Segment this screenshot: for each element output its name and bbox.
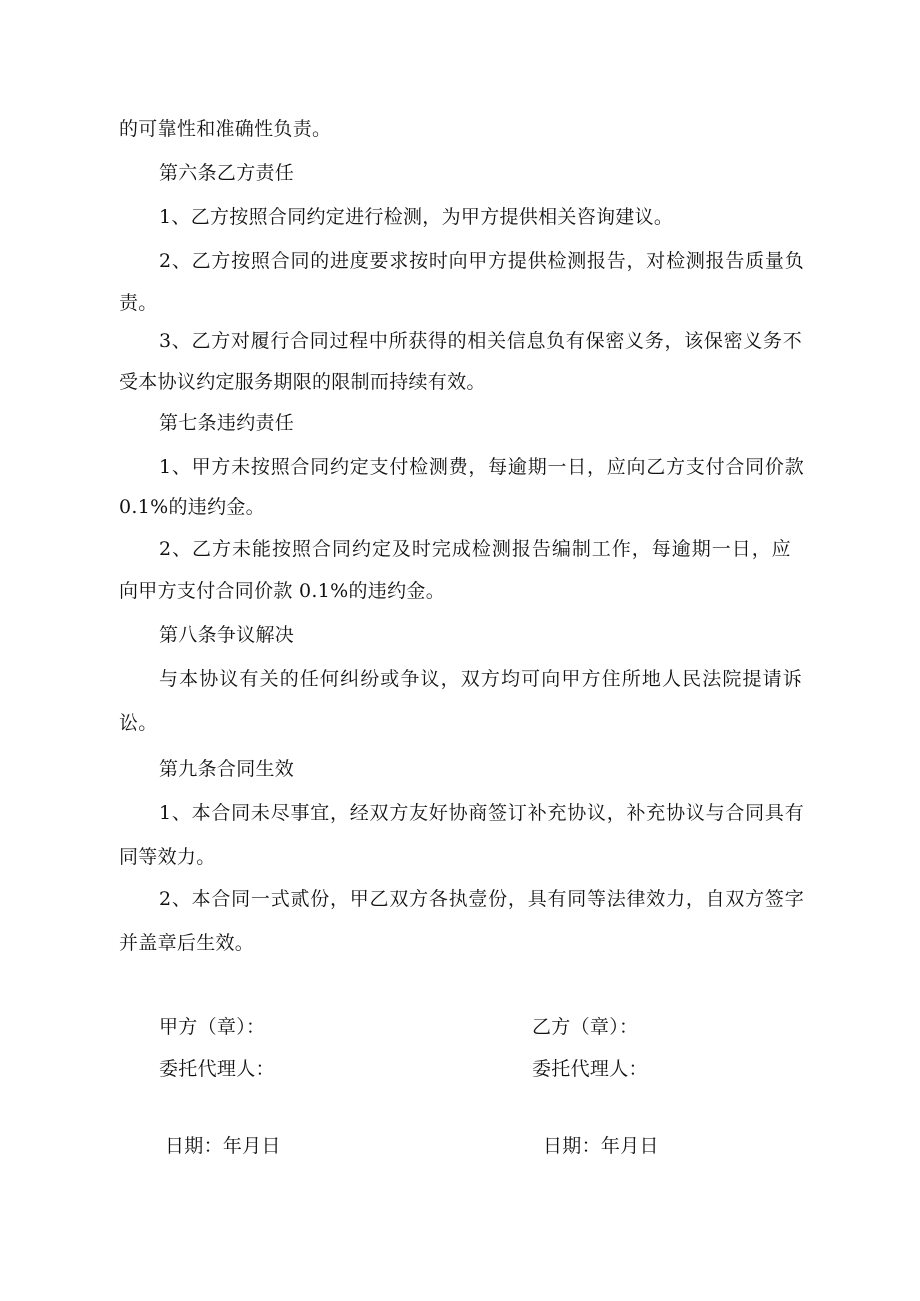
party-b-date-label: 日期：年月日 [543, 1135, 659, 1157]
paragraph-line: 讼。 [119, 712, 158, 734]
paragraph-line [159, 886, 804, 912]
party-a-agent-label: 委托代理人： [159, 1058, 275, 1080]
section-heading-article-7: 第七条违约责任 [159, 412, 295, 434]
party-a-date-label: 日期：年月日 [165, 1135, 281, 1157]
section-heading-article-8: 第八条争议解决 [159, 624, 295, 646]
paragraph-line: 1、乙方按照合同约定进行检测，为甲方提供相关咨询建议。 [159, 206, 674, 228]
paragraph-line: 责。 [119, 292, 158, 314]
section-heading-article-6: 第六条乙方责任 [159, 162, 295, 184]
paragraph-line [159, 800, 804, 826]
paragraph-line: 并盖章后生效。 [119, 932, 255, 954]
paragraph-line-text: 2、乙方按照合同的进度要求按时向甲方提供检测报告，对检测报告质量负 [159, 250, 804, 272]
paragraph-line-text: 与本协议有关的任何纠纷或争议，双方均可向甲方住所地人民法院提请诉 [159, 668, 802, 690]
paragraph-line-text: 1、甲方未按照合同约定支付检测费，每逾期一日，应向乙方支付合同价款 [159, 456, 804, 478]
paragraph-line-text: 2、乙方未能按照合同约定及时完成检测报告编制工作，每逾期一日，应 [159, 538, 791, 560]
paragraph-line [159, 454, 804, 480]
paragraph-line [159, 328, 802, 354]
paragraph-line: 受本协议约定服务期限的限制而持续有效。 [119, 371, 486, 393]
section-heading-article-9: 第九条合同生效 [159, 758, 295, 780]
paragraph-line-text: 3、乙方对履行合同过程中所获得的相关信息负有保密义务，该保密义务不 [159, 330, 802, 352]
paragraph-line: 向甲方支付合同价款 0.1%的违约金。 [119, 580, 446, 602]
paragraph-line: 的可靠性和准确性负责。 [119, 118, 332, 140]
paragraph-line: 0.1%的违约金。 [119, 496, 265, 518]
party-b-seal-label: 乙方（章）： [532, 1016, 639, 1038]
party-a-seal-label: 甲方（章）： [159, 1016, 266, 1038]
paragraph-line-text: 2、本合同一式贰份，甲乙双方各执壹份，具有同等法律效力，自双方签字 [159, 888, 804, 910]
paragraph-line: 同等效力。 [119, 846, 216, 868]
paragraph-line-text: 1、本合同未尽事宜，经双方友好协商签订补充协议，补充协议与合同具有 [159, 802, 804, 824]
party-b-agent-label: 委托代理人： [532, 1058, 648, 1080]
paragraph-line [159, 666, 802, 692]
paragraph-line [159, 536, 791, 562]
paragraph-line [159, 248, 804, 274]
